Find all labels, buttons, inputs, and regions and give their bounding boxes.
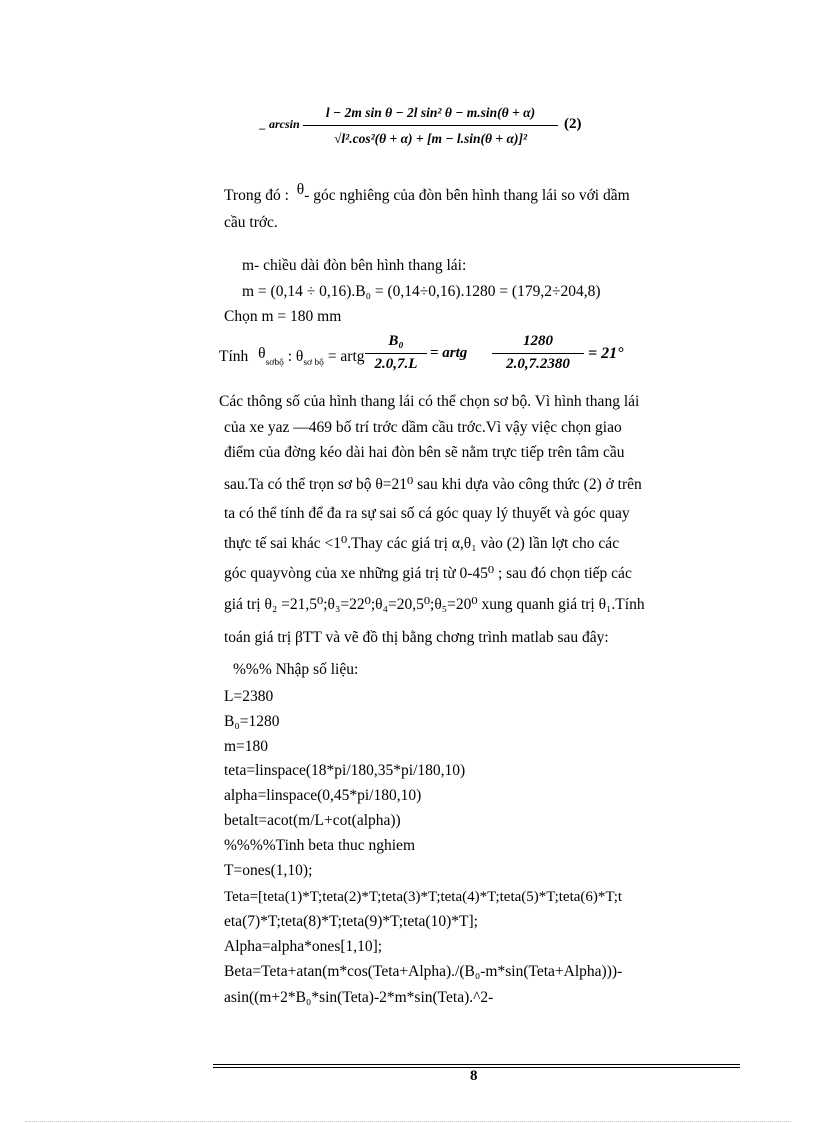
para1-description: - góc nghiêng của đòn bên hình thang lái so với dầm [304, 187, 630, 204]
tinh-word: Tính [219, 348, 249, 365]
para3-line-2: của xe yaz —469 bố trí trớc dầm cầu trớc.Vì vậy việc chọn giao [224, 419, 622, 436]
frac1-denominator: 2.0,7.L [374, 356, 418, 372]
formula-prefix: _ arcsin [260, 117, 300, 131]
formula-denominator: √l².cos²(θ + α) + [m − l.sin(θ + α)]² [334, 131, 527, 146]
code-line-12: Alpha=alpha*ones[1,10]; [224, 938, 383, 955]
code-line-7: betalt=acot(m/L+cot(alpha)) [224, 812, 401, 829]
theta-symbol: θ [296, 181, 305, 198]
code-line-8: %%%%Tinh beta thuc nghiem [224, 837, 415, 854]
theta-sb-lhs: θ [258, 345, 266, 362]
para3-line-5: ta có thể tính để đa ra sự sai số cá góc quay lý thuyết và góc quay [224, 505, 630, 522]
code-line-11: eta(7)*T;teta(8)*T;teta(9)*T;teta(10)*T]; [224, 913, 478, 930]
frac2-line [492, 353, 584, 354]
para2-line1: m- chiều dài đòn bên hình thang lái: [242, 257, 467, 274]
para2-line2: m = (0,14 ÷ 0,16).B₀ = (0,14÷0,16).1280 = (179,2÷204,8) [242, 283, 601, 300]
para1-line2: cầu trớc. [224, 214, 278, 231]
formula-numerator: l − 2m sin θ − 2l sin² θ − m.sin(θ + α) [325, 105, 536, 120]
frac2-denominator: 2.0,7.2380 [506, 356, 570, 372]
frac1-line [365, 353, 427, 354]
tinh-label [219, 347, 365, 367]
formula-fraction-line [303, 125, 558, 126]
page-number: 8 [470, 1068, 478, 1084]
para3-line-6: thực tế sai khác <1⁰.Thay các giá trị α,θ₁ vào (2) lần lợt cho các [224, 535, 620, 552]
code-line-6: alpha=linspace(0,45*pi/180,10) [224, 787, 422, 804]
code-line-2: L=2380 [224, 688, 274, 705]
para3-line-1: Các thông số của hình thang lái có thể chọn sơ bộ. Vì hình thang lái [219, 393, 640, 410]
para3-line-8: giá trị θ₂ =21,5⁰;θ₃=22⁰;θ₄=20,5⁰;θ₅=20⁰ xung quanh giá trị θ₁.Tính [224, 596, 645, 613]
code-line-5: teta=linspace(18*pi/180,35*pi/180,10) [224, 762, 466, 779]
para3-line-3: điểm của đờng kéo dài hai đòn bên sẽ nằm trực tiếp trên tâm cầu [224, 444, 625, 461]
para3-line-4: sau.Ta có thể trọn sơ bộ θ=21⁰ sau khi dựa vào công thức (2) ở trên [224, 476, 642, 493]
para2-line3: Chọn m = 180 mm [224, 308, 342, 325]
footer-rule-top [213, 1064, 740, 1065]
result: = 21° [588, 345, 624, 362]
para3-line-9: toán giá trị βTT và vẽ đồ thị bằng chơng trình matlab sau đây: [224, 629, 609, 646]
code-line-13: Beta=Teta+atan(m*cos(Teta+Alpha)./(B₀-m*sin(Teta+Alpha)))- [224, 963, 623, 980]
para3-line-7: góc quayvòng của xe những giá trị từ 0-45⁰ ; sau đó chọn tiếp các [224, 565, 632, 582]
eq-artg-2: = artg [430, 345, 468, 361]
frac1-numerator: B₀ [388, 333, 404, 349]
para1-trong-do: Trong đó : [224, 187, 289, 204]
formula-number: (2) [564, 116, 582, 132]
code-line-4: m=180 [224, 738, 269, 755]
code-line-3: B₀=1280 [224, 713, 280, 730]
code-line-10: Teta=[teta(1)*T;teta(2)*T;teta(3)*T;teta(4)*T;teta(5)*T;teta(6)*T;t [224, 889, 623, 905]
code-line-9: T=ones(1,10); [224, 862, 313, 879]
theta-sb-lhs-sub: sơbộ [265, 358, 284, 369]
code-line-1: %%% Nhập số liệu: [233, 661, 359, 678]
theta-sb-sub: sơ bộ [303, 358, 324, 369]
para1-line1 [224, 181, 630, 206]
code-line-14: asin((m+2*B₀*sin(Teta)-2*m*sin(Teta).^2- [224, 989, 494, 1006]
theta-sb: θ [295, 348, 304, 365]
page-edge-dotted-line [25, 1121, 791, 1122]
eq-artg: = artg [327, 348, 365, 365]
colon: : [287, 348, 293, 365]
frac2-numerator: 1280 [523, 333, 553, 349]
